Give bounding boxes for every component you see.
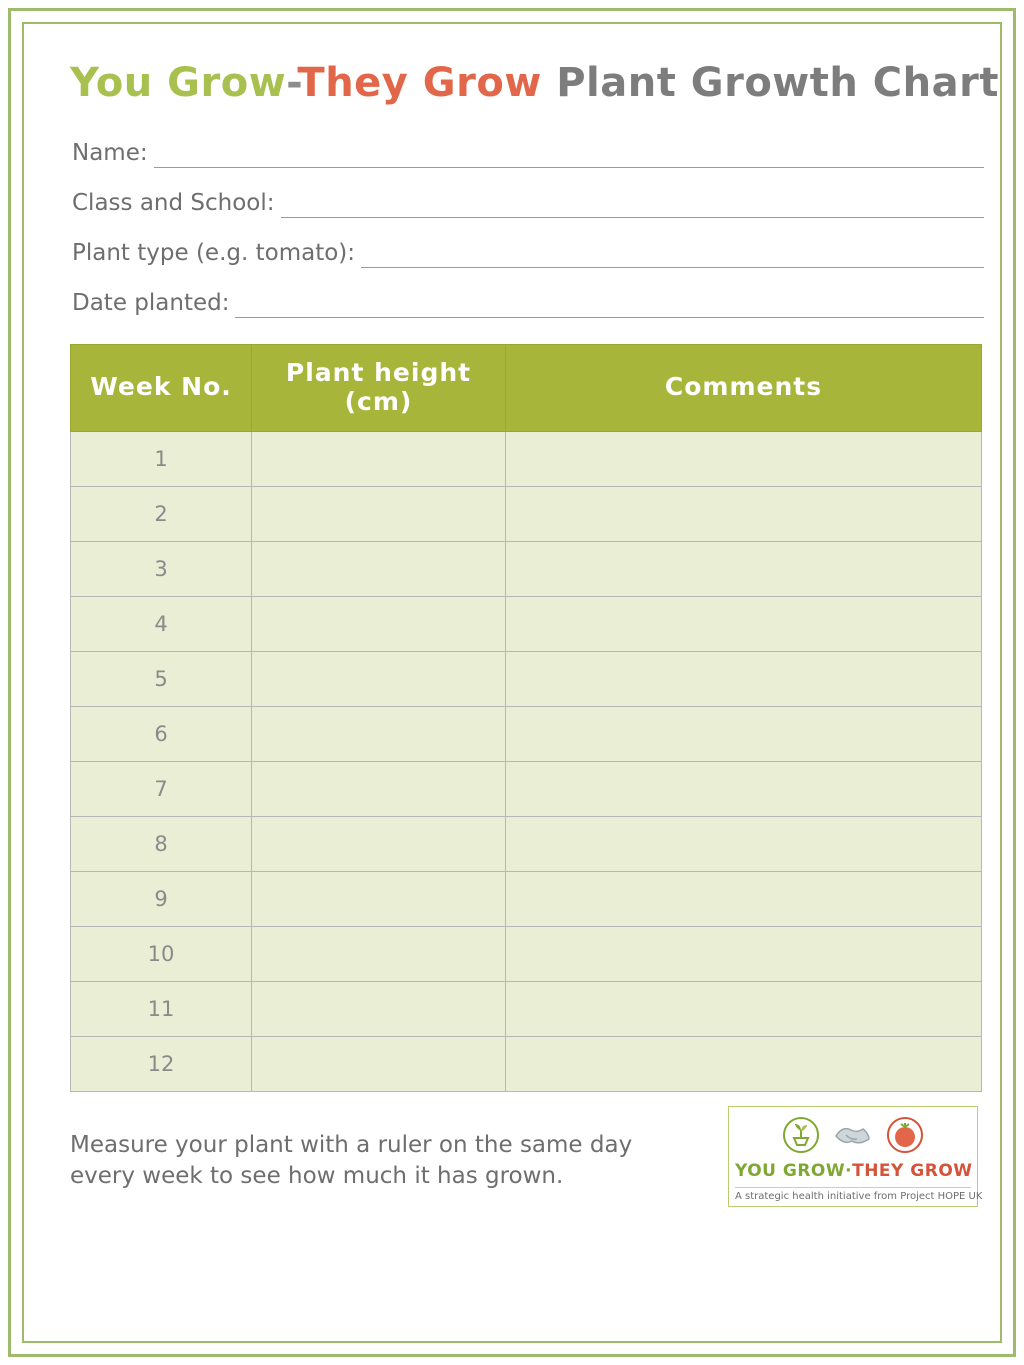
cell-comments[interactable] [506, 926, 982, 981]
footer-instruction: Measure your plant with a ruler on the same day every week to see how much it has grown. [70, 1131, 633, 1189]
table-row [71, 706, 982, 761]
cell-week-no: 7 [71, 761, 252, 816]
label-class-school: Class and School: [72, 190, 275, 216]
header-comments: Comments [506, 345, 982, 432]
cell-week-no: 1 [71, 431, 252, 486]
form-fields [72, 140, 984, 318]
cell-comments[interactable] [506, 816, 982, 871]
table-header-row [71, 345, 982, 432]
table-row [71, 541, 982, 596]
cell-plant-height[interactable] [252, 596, 506, 651]
cell-comments[interactable] [506, 596, 982, 651]
cell-comments[interactable] [506, 871, 982, 926]
title-you-grow: You Grow [70, 60, 287, 106]
field-row-class-school [72, 190, 984, 218]
cell-week-no: 6 [71, 706, 252, 761]
page-content [40, 40, 999, 1325]
field-row-name [72, 140, 984, 168]
cell-plant-height[interactable] [252, 431, 506, 486]
cell-week-no: 9 [71, 871, 252, 926]
cell-plant-height[interactable] [252, 486, 506, 541]
cell-comments[interactable] [506, 761, 982, 816]
table-header [71, 345, 982, 432]
table-row [71, 431, 982, 486]
handshake-icon [833, 1118, 873, 1156]
input-plant-type[interactable] [361, 241, 984, 268]
cell-plant-height[interactable] [252, 761, 506, 816]
title-dash: - [286, 60, 298, 106]
tomato-icon [887, 1116, 923, 1158]
input-class-school[interactable] [281, 191, 984, 218]
cell-plant-height[interactable] [252, 871, 506, 926]
table-row [71, 651, 982, 706]
table-row [71, 596, 982, 651]
field-row-plant-type [72, 240, 984, 268]
cell-plant-height[interactable] [252, 651, 506, 706]
label-date-planted: Date planted: [72, 290, 230, 316]
cell-comments[interactable] [506, 981, 982, 1036]
logo-word-you-grow: YOU GROW [735, 1160, 846, 1181]
header-week-no: Week No. [71, 345, 252, 432]
cell-plant-height[interactable] [252, 541, 506, 596]
cell-week-no: 8 [71, 816, 252, 871]
label-plant-type: Plant type (e.g. tomato): [72, 240, 356, 266]
field-row-date-planted [72, 290, 984, 318]
logo-word-they-grow: THEY GROW [852, 1160, 973, 1181]
cell-week-no: 5 [71, 651, 252, 706]
cell-week-no: 11 [71, 981, 252, 1036]
cell-plant-height[interactable] [252, 926, 506, 981]
cell-week-no: 3 [71, 541, 252, 596]
table-row [71, 486, 982, 541]
title-rest: Plant Growth Chart [541, 60, 999, 106]
table-row [71, 761, 982, 816]
cell-comments[interactable] [506, 541, 982, 596]
table-row [71, 816, 982, 871]
table-row [71, 1036, 982, 1091]
cell-comments[interactable] [506, 706, 982, 761]
cell-comments[interactable] [506, 651, 982, 706]
logo-wordmark [735, 1161, 971, 1181]
growth-table-wrapper [70, 344, 978, 1092]
cell-plant-height[interactable] [252, 1036, 506, 1091]
logo-tagline: A strategic health initiative from Project HOPE UK [735, 1187, 971, 1202]
label-name: Name: [72, 140, 148, 166]
footer [70, 1106, 983, 1207]
input-date-planted[interactable] [235, 291, 984, 318]
logo-word-dot: · [845, 1160, 853, 1181]
seedling-in-glass-icon [783, 1116, 819, 1158]
cell-week-no: 4 [71, 596, 252, 651]
logo-icons [735, 1115, 971, 1159]
cell-comments[interactable] [506, 431, 982, 486]
cell-plant-height[interactable] [252, 981, 506, 1036]
cell-week-no: 2 [71, 486, 252, 541]
cell-comments[interactable] [506, 1036, 982, 1091]
header-plant-height: Plant height (cm) [252, 345, 506, 432]
cell-plant-height[interactable] [252, 706, 506, 761]
input-name[interactable] [154, 141, 984, 168]
cell-week-no: 10 [71, 926, 252, 981]
page-title [70, 60, 999, 106]
cell-comments[interactable] [506, 486, 982, 541]
logo-box [728, 1106, 983, 1207]
table-row [71, 926, 982, 981]
cell-plant-height[interactable] [252, 816, 506, 871]
title-they-grow: They Grow [297, 60, 542, 106]
table-row [71, 871, 982, 926]
table-body [71, 431, 982, 1091]
table-row [71, 981, 982, 1036]
growth-table [70, 344, 982, 1092]
cell-week-no: 12 [71, 1036, 252, 1091]
